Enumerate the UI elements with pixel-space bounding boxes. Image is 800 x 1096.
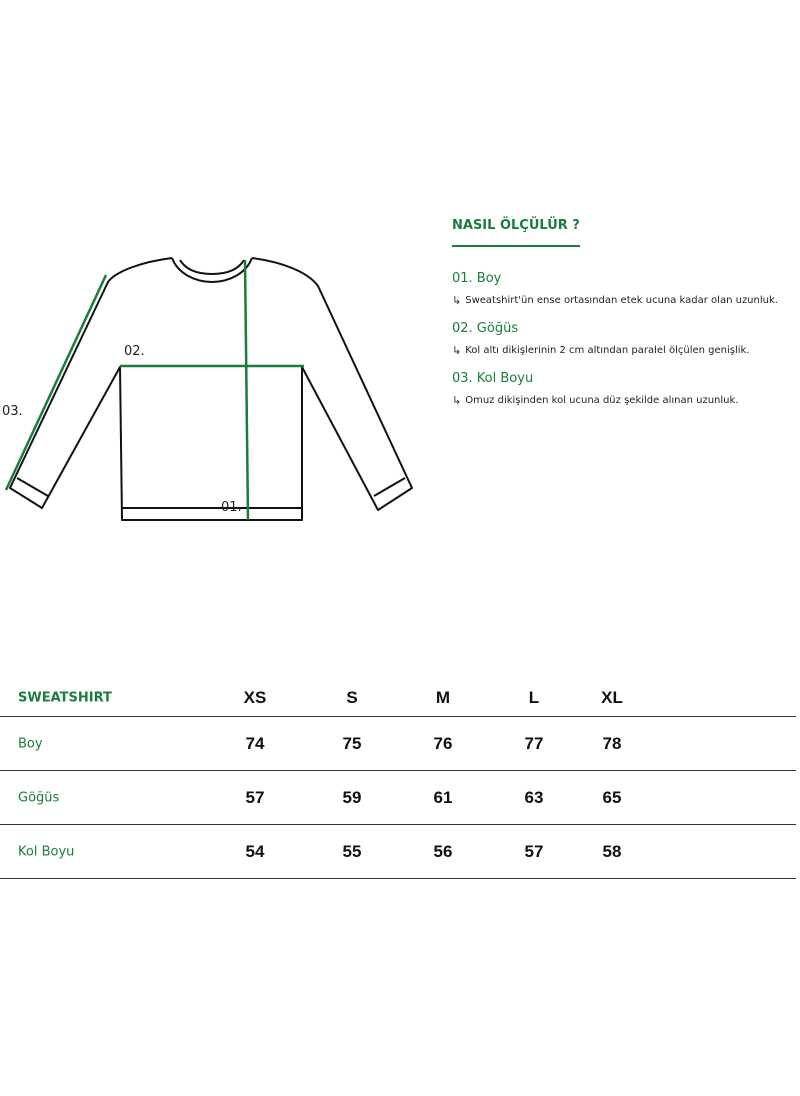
boy-measure-line: [245, 260, 248, 520]
guide-title-underline: [452, 245, 580, 247]
guide-item-head: 02. Göğüs: [452, 321, 519, 336]
table-cell: 55: [342, 841, 362, 861]
turn-arrow-icon: ↳: [452, 294, 462, 307]
table-cell: 78: [602, 733, 622, 753]
row-label: Boy: [18, 736, 43, 751]
turn-arrow-icon: ↳: [452, 344, 462, 357]
table-cell: 76: [433, 733, 453, 753]
guide-item-desc: Kol altı dikişlerinin 2 cm altından paralel ölçülen genişlik.: [465, 345, 750, 356]
size-header: XS: [243, 688, 267, 707]
table-cell: 75: [342, 733, 362, 753]
guide-item-head: 01. Boy: [452, 271, 502, 286]
table-cell: 58: [602, 841, 622, 861]
guide-item-desc: Omuz dikişinden kol ucuna düz şekilde alınan uzunluk.: [465, 395, 739, 406]
table-cell: 57: [245, 787, 265, 807]
size-header: S: [346, 688, 358, 707]
table-row: [0, 717, 796, 770]
guide-item-desc: Sweatshirt'ün ense ortasından etek ucuna kadar olan uzunluk.: [465, 295, 778, 306]
boy-label: 01.: [221, 500, 242, 515]
table-cell: 56: [433, 841, 453, 861]
guide-item-head: 03. Kol Boyu: [452, 371, 534, 386]
table-cell: 74: [245, 733, 265, 753]
table-cell: 77: [524, 733, 544, 753]
table-cell: 61: [433, 787, 453, 807]
guide-item-kol-boyu: [452, 371, 792, 407]
measurement-guide: [452, 218, 792, 407]
kol-label: 03.: [2, 404, 23, 419]
size-header: XL: [601, 688, 623, 707]
size-header: M: [435, 688, 451, 707]
guide-item-boy: [452, 271, 792, 307]
guide-title: NASIL ÖLÇÜLÜR ?: [452, 218, 580, 233]
table-row: [0, 771, 796, 824]
size-table: [0, 680, 796, 879]
row-label: Göğüs: [18, 790, 60, 805]
table-header-row: [0, 680, 796, 716]
gogus-label: 02.: [124, 344, 145, 359]
row-label: Kol Boyu: [18, 844, 75, 859]
table-cell: 54: [245, 841, 265, 861]
table-divider: [0, 878, 796, 879]
sweatshirt-diagram: [0, 230, 430, 550]
size-header: L: [528, 688, 540, 707]
guide-item-gogus: [452, 321, 792, 357]
table-cell: 63: [524, 787, 544, 807]
kol-measure-line: [6, 275, 106, 490]
sweatshirt-outline-icon: [0, 230, 430, 550]
table-cell: 57: [524, 841, 544, 861]
table-title: SWEATSHIRT: [18, 690, 112, 706]
table-cell: 59: [342, 787, 362, 807]
turn-arrow-icon: ↳: [452, 394, 462, 407]
table-row: [0, 825, 796, 878]
table-cell: 65: [602, 787, 622, 807]
